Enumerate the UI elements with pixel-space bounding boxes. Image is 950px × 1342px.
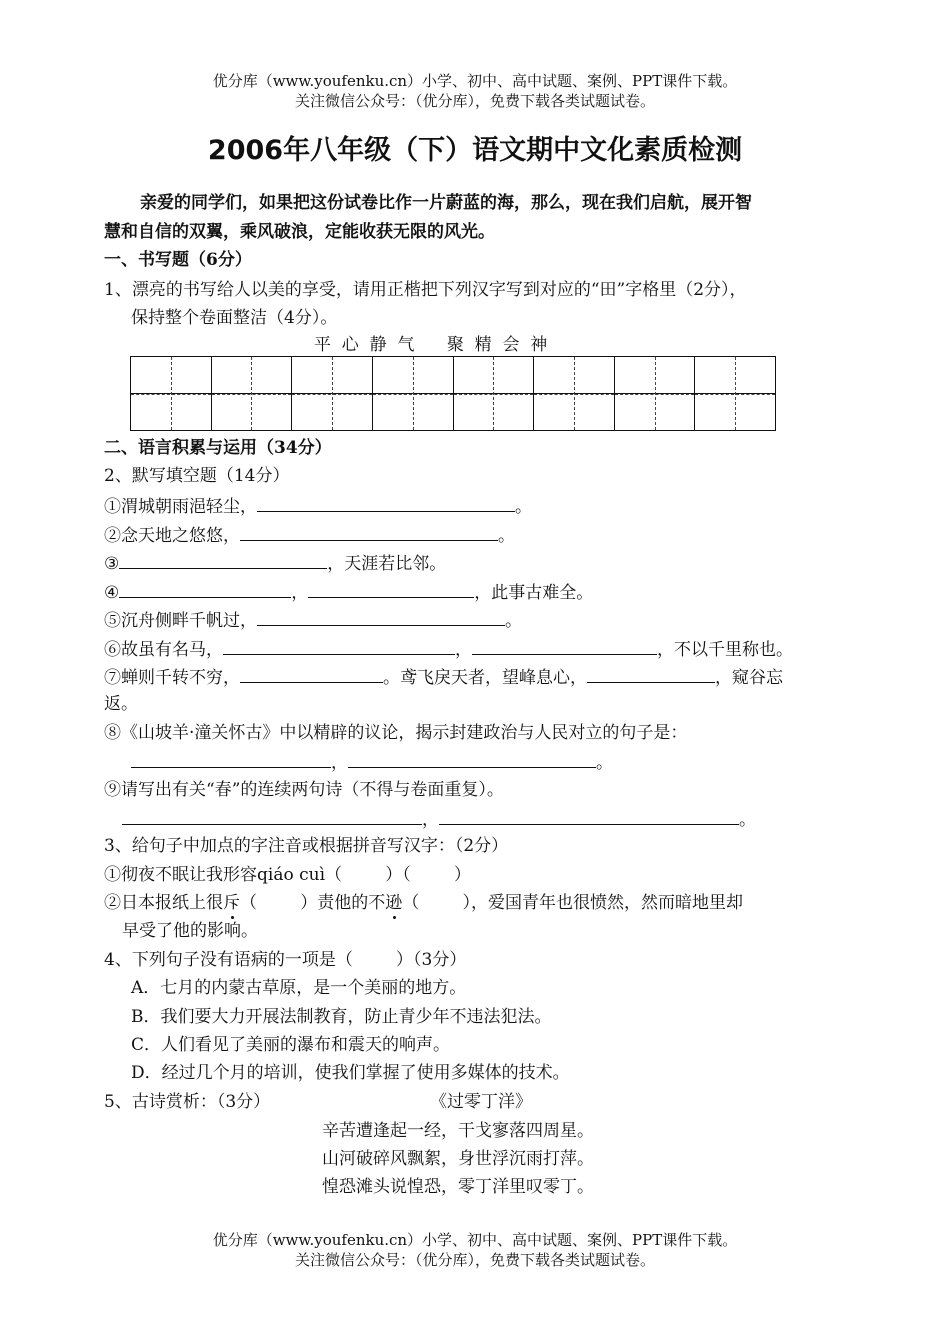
grid-cell[interactable]: [131, 357, 212, 430]
answer-blank[interactable]: [587, 665, 715, 683]
q1-line-1: 1、漂亮的书写给人以美的享受，请用正楷把下列汉字写到对应的“田”字格里（2分），: [104, 280, 747, 300]
fill-4: ④ ， ，此事古难全。: [104, 580, 593, 604]
answer-blank[interactable]: [257, 608, 505, 626]
q3-item-1: ①彻夜不眠让我形容qiáo cuì（ ）（ ）: [104, 865, 471, 885]
fill-6: ⑥故虽有名马， ， ，不以千里称也。: [104, 637, 793, 661]
poem-line-2: 山河破碎风飘絮，身世浮沉雨打萍。: [322, 1149, 594, 1169]
grid-cell[interactable]: [615, 357, 696, 430]
q4-option-c[interactable]: C．人们看见了美丽的瀑布和震天的响声。: [131, 1035, 451, 1055]
q2-heading: 2、默写填空题（14分）: [104, 466, 290, 486]
answer-blank[interactable]: [119, 551, 327, 569]
answer-blank[interactable]: [119, 580, 291, 598]
section2-heading: 二、语言积累与运用（34分）: [104, 438, 332, 458]
q4-option-d[interactable]: D．经过几个月的培训，使我们掌握了使用多媒体的技术。: [131, 1063, 570, 1083]
practice-characters: 平 心 静 气 聚 精 会 神: [314, 335, 548, 355]
header-line-2: 关注微信公众号：（优分库），免费下载各类试题试卷。: [294, 92, 655, 110]
answer-blank[interactable]: [257, 494, 515, 512]
q4-option-b[interactable]: B．我们要大力开展法制教育，防止青少年不违法犯法。: [131, 1007, 552, 1027]
answer-blank[interactable]: [348, 750, 596, 768]
footer-line-2: 关注微信公众号：（优分库），免费下载各类试题试卷。: [294, 1251, 655, 1269]
q4-option-a[interactable]: A．七月的内蒙古草原，是一个美丽的地方。: [131, 978, 467, 998]
answer-blank[interactable]: [122, 807, 422, 825]
page-title: 2006年八年级（下）语文期中文化素质检测: [207, 135, 743, 166]
q4-heading: 4、下列句子没有语病的一项是（ ）（3分）: [104, 950, 467, 970]
fill-1: ①渭城朝雨浥轻尘， 。: [104, 494, 532, 518]
grid-cell[interactable]: [534, 357, 615, 430]
intro-line-1: 亲爱的同学们，如果把这份试卷比作一片蔚蓝的海，那么，现在我们启航，展开智: [140, 193, 752, 213]
poem-title: 《过零丁洋》: [430, 1092, 532, 1112]
answer-blank[interactable]: [472, 637, 657, 655]
fill-5: ⑤沉舟侧畔千帆过， 。: [104, 608, 522, 632]
answer-blank[interactable]: [223, 637, 455, 655]
fill-7-cont: 返。: [104, 694, 138, 714]
header-line-1: 优分库（www.youfenku.cn）小学、初中、高中试题、案例、PPT课件下载。: [212, 72, 738, 90]
fill-7: ⑦蝉则千转不穷， 。鸢飞戾天者，望峰息心， ，窥谷忘: [104, 665, 783, 689]
fill-2: ②念天地之悠悠， 。: [104, 523, 515, 547]
answer-blank[interactable]: [308, 580, 474, 598]
poem-line-3: 惶恐滩头说惶恐，零丁洋里叹零丁。: [322, 1177, 594, 1197]
intro-line-2: 慧和自信的双翼，乘风破浪，定能收获无限的风光。: [104, 222, 495, 242]
fill-9: ⑨请写出有关“春”的连续两句诗（不得与卷面重复）。: [104, 780, 504, 800]
fill-8: ⑧《山坡羊·潼关怀古》中以精辟的议论，揭示封建政治与人民对立的句子是：: [104, 723, 688, 743]
answer-blank[interactable]: [240, 665, 383, 683]
answer-blank[interactable]: [240, 523, 498, 541]
poem-line-1: 辛苦遭逢起一经，干戈寥落四周星。: [322, 1121, 594, 1141]
q3-item-2: ②日本报纸上很斥（ ）责他的不逊（ ），爱国青年也很愤然，然而暗地里却: [104, 893, 743, 913]
fill-9-answer: ， 。: [122, 807, 756, 831]
q3-item-2-cont: 早受了他的影响。: [122, 921, 258, 941]
grid-cell[interactable]: [454, 357, 535, 430]
fill-8-answer: ， 。: [131, 750, 613, 774]
q3-heading: 3、给句子中加点的字注音或根据拼音写汉字：（2分）: [104, 836, 509, 856]
tianzige-grid[interactable]: [130, 356, 776, 431]
grid-cell[interactable]: [695, 357, 775, 430]
q1-line-2: 保持整个卷面整洁（4分）。: [131, 308, 338, 328]
footer-line-1: 优分库（www.youfenku.cn）小学、初中、高中试题、案例、PPT课件下载。: [212, 1231, 738, 1249]
grid-cell[interactable]: [212, 357, 293, 430]
grid-cell[interactable]: [373, 357, 454, 430]
fill-3: ③ ，天涯若比邻。: [104, 551, 446, 575]
answer-blank[interactable]: [439, 807, 739, 825]
section1-heading: 一、书写题（6分）: [104, 250, 252, 270]
q5-heading: 5、古诗赏析：（3分）: [104, 1092, 271, 1112]
answer-blank[interactable]: [131, 750, 331, 768]
grid-cell[interactable]: [292, 357, 373, 430]
